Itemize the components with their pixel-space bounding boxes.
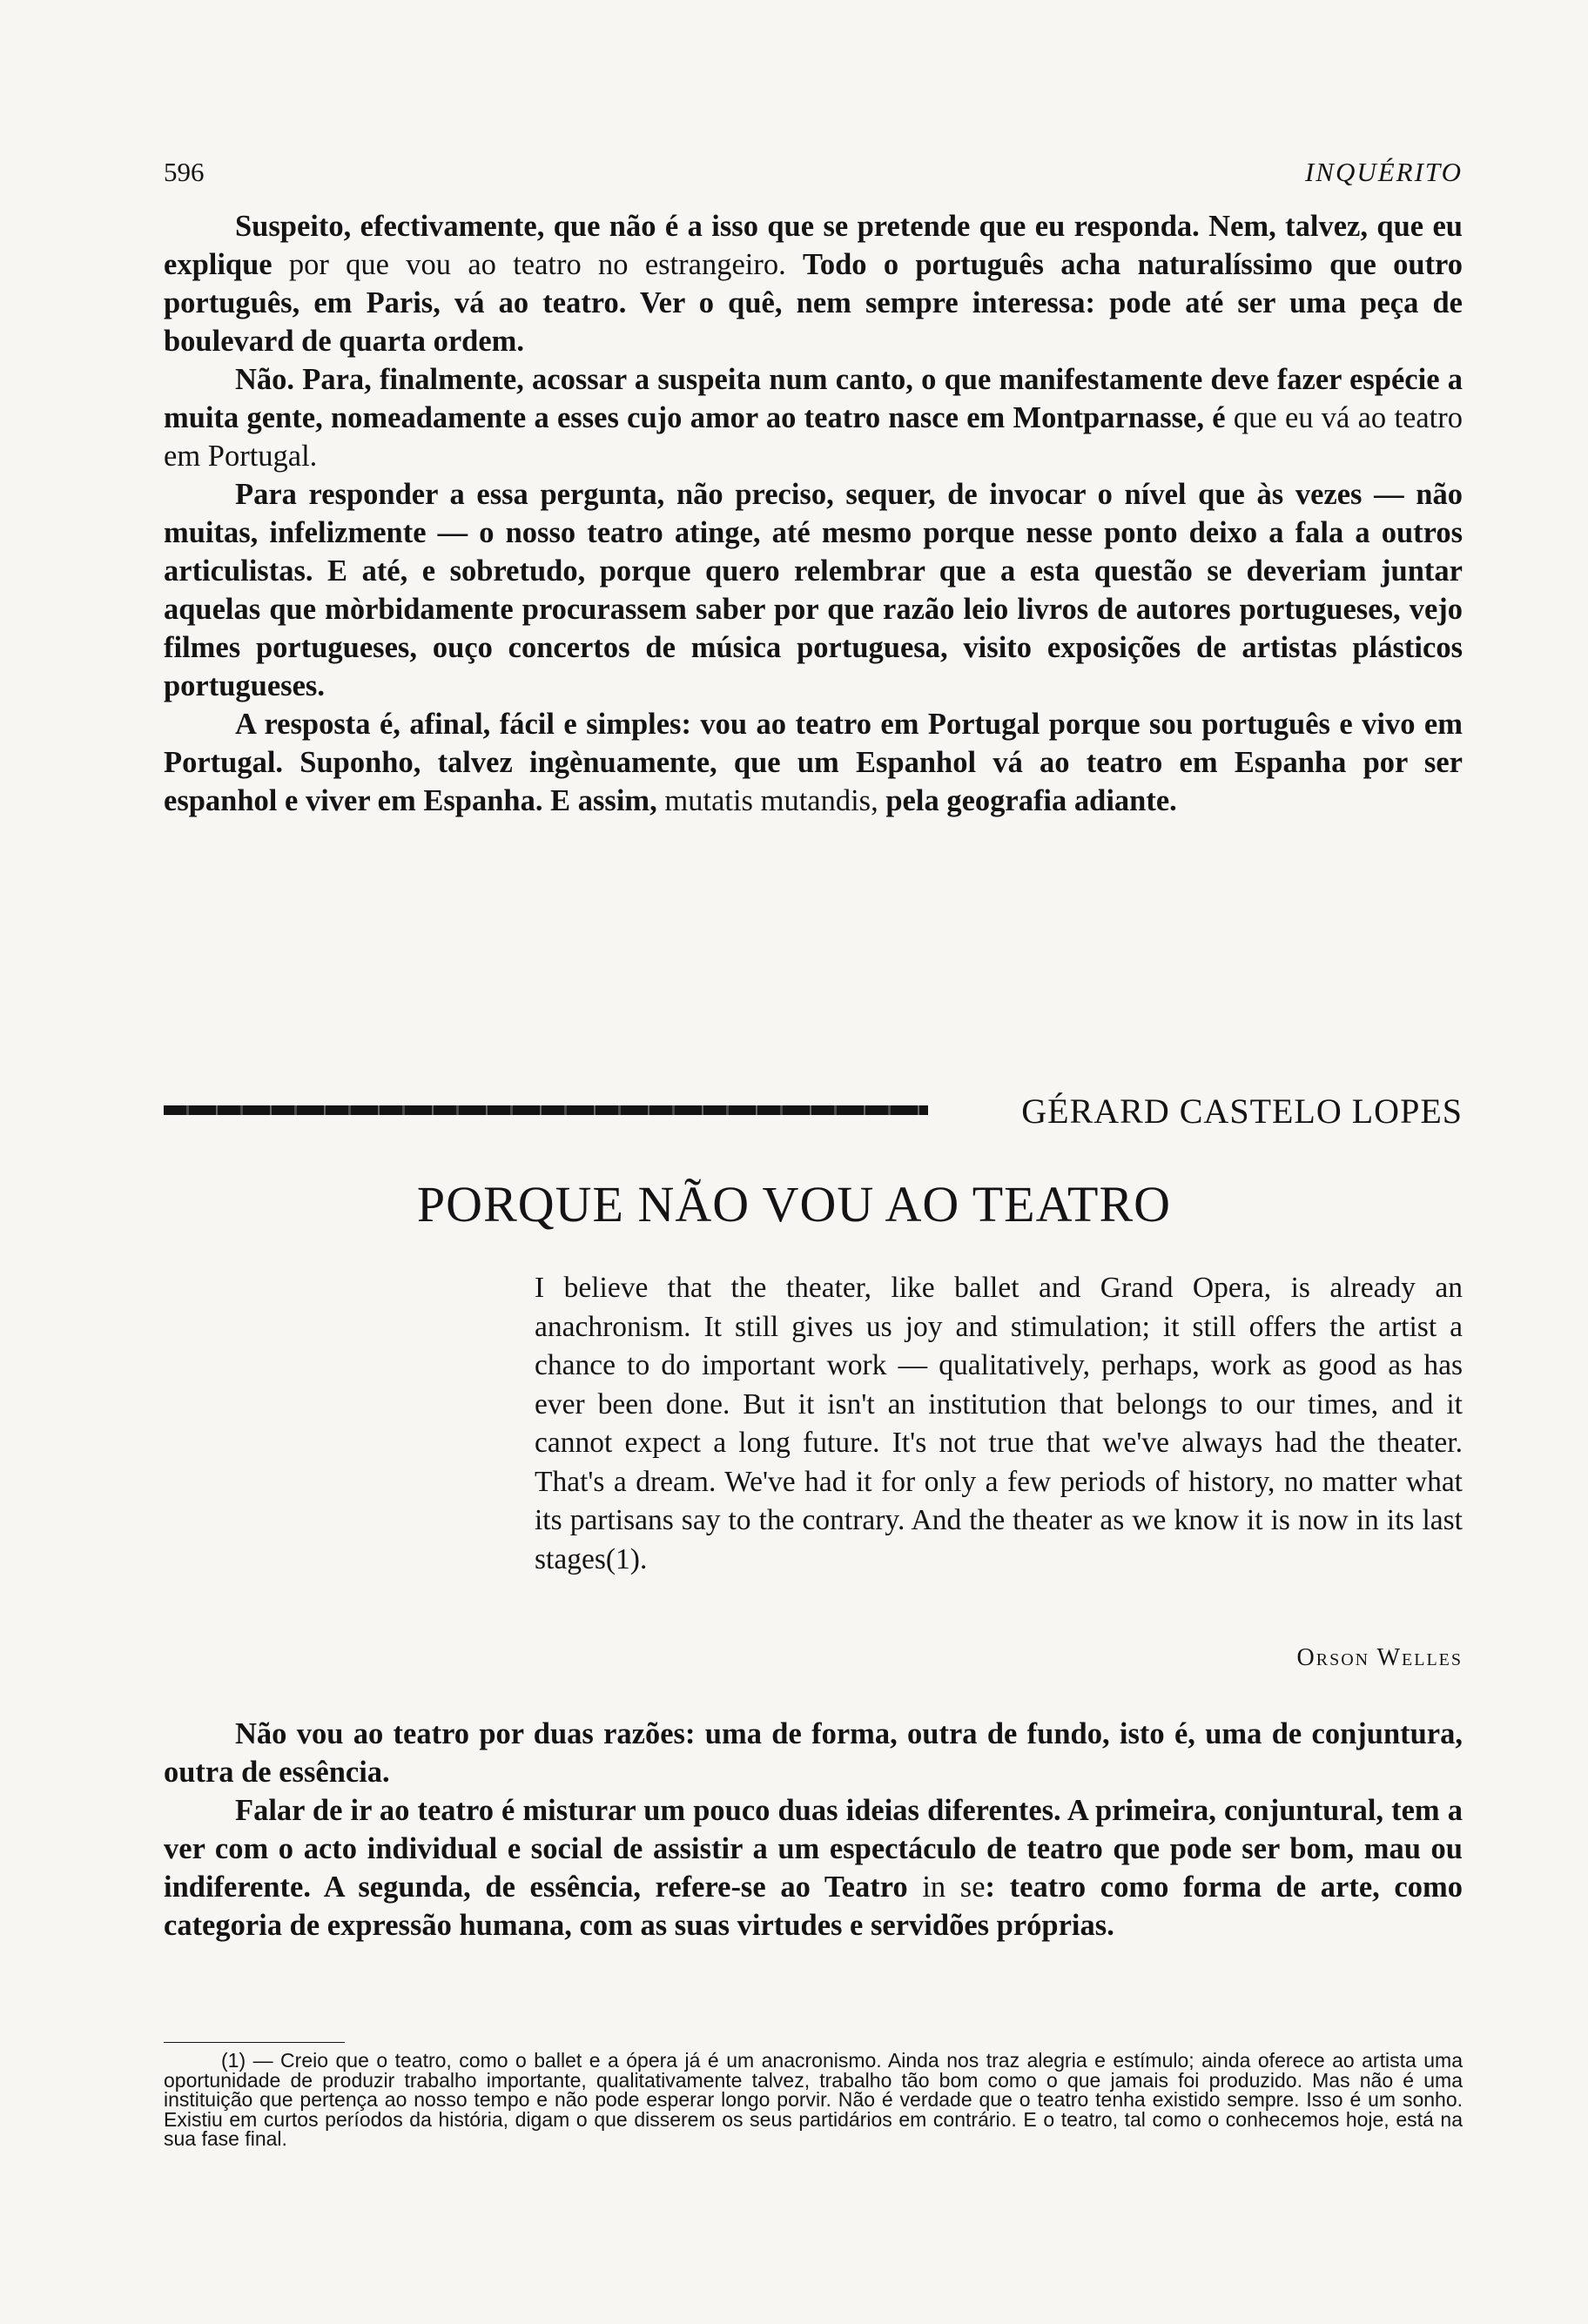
article-body [164, 1715, 1463, 1945]
epigraph-text [535, 1269, 1463, 1579]
text-regular: mutatis mutandis, [656, 784, 878, 817]
footnote-text: (1) — Creio que o teatro, como o ballet e a ópera já é um anacronismo. Ainda nos traz alegria e estímulo; ainda oferece ao artista uma oportunidade de produzir trabalho importante, qualitativamente talvez, trabalho tão bom como o que jamais foi produzido. Mas não é uma instituição que pertença ao nosso tempo e não pode esperar longo porvir. Não é verdade que o teatro tenha existido sempre. Isso é um sonho. Existiu em curtos períodos da história, digam o que disserem os seus partidários em contrário. E o teatro, tal como o conhecemos hoje, está na sua fase final. [164, 2049, 1463, 2150]
text-bold: Falar de ir ao teatro é misturar um pouco duas ideias diferentes. A primeira, conjuntural, tem a ver com o acto individual e social de assistir a um espectáculo de teatro que pode ser bom, mau ou indiferente. A segunda, de essência, refere-se ao Teatro [164, 1794, 1463, 1904]
author-name: GÉRARD CASTELO LOPES [1021, 1091, 1463, 1131]
paragraph [164, 705, 1463, 820]
paragraph [164, 475, 1463, 705]
paragraph [164, 1715, 1463, 1791]
footnote [164, 2051, 1463, 2149]
text-bold: : teatro como forma de arte, como categoria de expressão humana, com as suas virtudes e servidões próprias. [164, 1871, 1463, 1942]
footnote-divider [164, 2042, 345, 2043]
text-bold: Para responder a essa pergunta, não preciso, sequer, de invocar o nível que às vezes — não muitas, infelizmente — o nosso teatro atinge, até mesmo porque nesse ponto deixo a fala a outros articulistas. E até, e sobretudo, porque quero relembrar que a esta questão se deveriam juntar aquelas que mòrbidamente procurassem saber por que razão leio livros de autores portugueses, vejo filmes portugueses, ouço concertos de música portuguesa, visito exposições de artistas plásticos portugueses. [164, 478, 1463, 702]
previous-article-ending [164, 207, 1463, 820]
section-title: INQUÉRITO [1304, 157, 1463, 187]
text-bold: Suspeito, efectivamente, que não é a isso que se pretende que eu responda. Nem, talvez, que eu explique [164, 210, 1463, 281]
epigraph-author: Orson Welles [1296, 1644, 1463, 1671]
paragraph [164, 360, 1463, 475]
author-line [164, 1091, 1463, 1143]
decorative-rule [164, 1105, 928, 1115]
paragraph [164, 1791, 1463, 1945]
epigraph-period: . [639, 1542, 648, 1575]
epigraph [535, 1269, 1463, 1579]
epigraph-body: I believe that the theater, like ballet and Grand Opera, is already an anachronism. It still gives us joy and stimulation; it still offers the artist a chance to do important work — qualitatively, perhaps, work as good as has ever been done. But it isn't an institution that belongs to our times, and it cannot expect a long future. It's not true that we've always had the theater. That's a dream. We've had it for only a few periods of history, no matter what its partisans say to the contrary. And the theater as we know it is now in its last stages [535, 1272, 1463, 1575]
text-regular: in se [907, 1871, 986, 1904]
text-bold: Todo o português acha naturalíssimo que outro português, em Paris, vá ao teatro. Ver o quê, nem sempre interessa: pode até ser uma peça de boulevard de quarta ordem. [164, 248, 1463, 358]
running-head [164, 157, 1463, 195]
footnote-reference: (1) [605, 1542, 640, 1575]
text-bold: A resposta é, afinal, fácil e simples: vou ao teatro em Portugal porque sou português e vivo em Portugal. Suponho, talvez ingènuamente, que um Espanhol vá ao teatro em Espanha por ser espanhol e viver em Espanha. E assim, [164, 708, 1463, 817]
text-bold: Não vou ao teatro por duas razões: uma de forma, outra de fundo, isto é, uma de conjuntura, outra de essência. [164, 1717, 1463, 1789]
text-bold: pela geografia adiante. [878, 784, 1177, 817]
article-title: PORQUE NÃO VOU AO TEATRO [416, 1176, 1172, 1233]
paragraph [164, 207, 1463, 360]
page-number: 596 [164, 157, 205, 187]
text-regular: por que vou ao teatro no estrangeiro. [272, 248, 804, 281]
text-bold: Não. Para, finalmente, acossar a suspeita num canto, o que manifestamente deve fazer espécie a muita gente, nomeadamente a esses cujo amor ao teatro nasce em Montparnasse, é [164, 363, 1463, 434]
text-regular: que eu vá ao teatro em Portugal. [164, 401, 1463, 473]
